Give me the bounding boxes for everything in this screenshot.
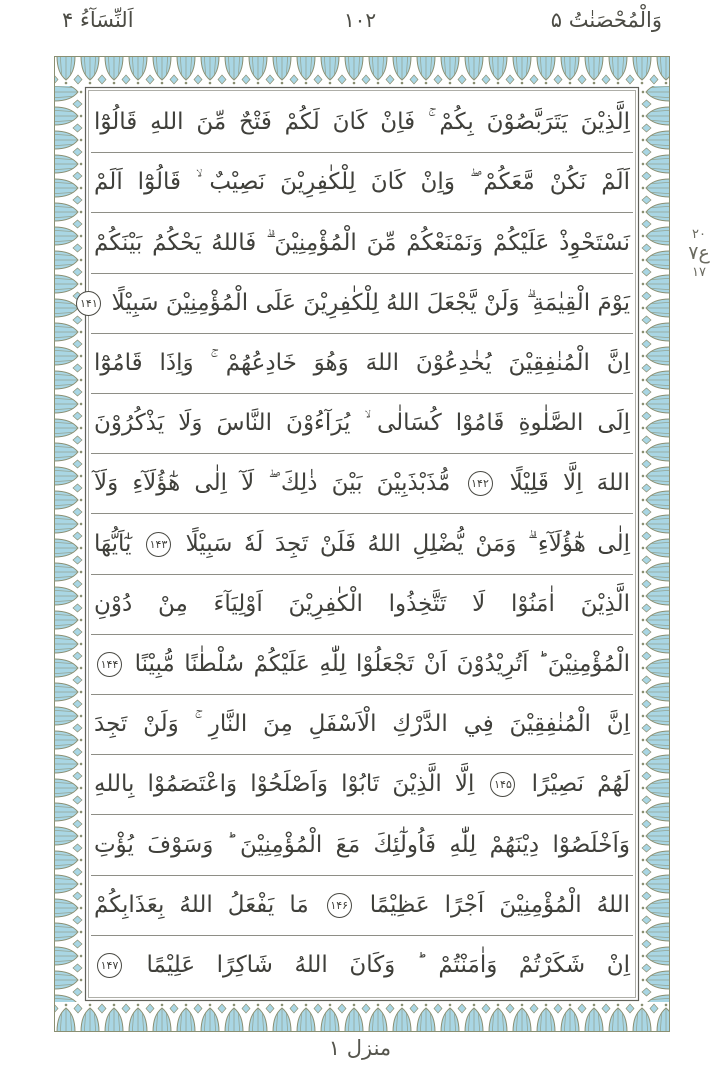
quran-line-content (80, 289, 630, 316)
quran-line (91, 815, 633, 875)
border-band-left (54, 86, 84, 1002)
ruku-surah-count: ۲۰ (692, 227, 706, 242)
quran-line-text: الْمُؤْمِنِيْنَ ؕ اَتُرِيْدُوْنَ اَنْ تَجْعَلُوْا لِلّٰهِ عَلَيْكُمْ سُلْطٰنًا مُّبِيْنًا (134, 650, 630, 677)
ayah-end-marker: ۱۴۷ (97, 953, 122, 978)
quran-line-content (94, 171, 630, 194)
text-area (80, 93, 633, 995)
quran-line-text: وَاَخْلَصُوْا دِيْنَهُمْ لِلّٰهِ فَاُولٰٓئِكَ مَعَ الْمُؤْمِنِيْنَ ؕ وَسَوْفَ يُؤْتِ (94, 831, 630, 858)
quran-line (91, 334, 633, 394)
quran-line-text: لَهُمْ نَصِيْرًا (531, 771, 631, 798)
quran-line-text: مَا يَفْعَلُ اللهُ بِعَذَابِكُمْ (94, 891, 309, 918)
manzil-footer: منزل ۱ (328, 1036, 392, 1060)
quran-line-text: اِنَّ الْمُنٰفِقِيْنَ يُخٰدِعُوْنَ اللهَ وَهُوَ خَادِعُهُمْ ۚ وَاِذَا قَامُوْٓا (94, 349, 630, 376)
juz-title-label: وَالْمُحْصَنٰتُ ۵ (550, 8, 662, 32)
quran-line (91, 454, 633, 514)
quran-line-text: يٰٓاَيُّهَا (94, 530, 132, 557)
quran-line-content (94, 652, 630, 677)
quran-line (91, 514, 633, 574)
quran-line-content (94, 471, 630, 496)
ayah-end-marker: ۱۴۴ (97, 652, 122, 677)
quran-line-text: نَسْتَحْوِذْ عَلَيْكُمْ وَنَمْنَعْكُمْ مِّنَ الْمُؤْمِنِيْنَ ۗ فَاللهُ يَحْكُمُ بَيْنَكُمْ (94, 229, 630, 256)
border-band-right (640, 86, 670, 1002)
quran-line-content (94, 349, 630, 376)
quran-line (91, 695, 633, 755)
quran-line-text: يَوْمَ الْقِيٰمَةِ ۗ وَلَنْ يَّجْعَلَ اللهُ لِلْكٰفِرِيْنَ عَلَى الْمُؤْمِنِيْنَ سَبِيْلًا (111, 289, 630, 316)
quran-line-text: مُّذَبْذَبِيْنَ بَيْنَ ذٰلِكَ ۖ لَآ اِلٰى هٰٓؤُلَآءِ وَلَآ (94, 470, 451, 497)
quran-line-content (94, 111, 630, 134)
quran-line-content (94, 772, 630, 797)
quran-line (91, 575, 633, 635)
quran-line (91, 876, 633, 936)
quran-line (91, 755, 633, 815)
quran-line (91, 93, 633, 153)
page-number: ۱۰۲ (343, 8, 377, 32)
quran-line-text: اِلَّذِيْنَ يَتَرَبَّصُوْنَ بِكُمْ ۚ فَاِنْ كَانَ لَكُمْ فَتْحٌ مِّنَ اللهِ قَالُوْٓا (94, 109, 630, 136)
quran-line (91, 394, 633, 454)
quran-line-text: اَلَمْ نَكُنْ مَّعَكُمْ ۖ وَاِنْ كَانَ لِلْكٰفِرِيْنَ نَصِيْبٌ ۙ قَالُوْٓا اَلَمْ (94, 169, 630, 196)
quran-line-text: اللهُ الْمُؤْمِنِيْنَ اَجْرًا عَظِيْمًا (369, 891, 630, 918)
quran-line-content (94, 229, 630, 256)
ayah-end-marker: ۱۴۱ (76, 291, 101, 316)
quran-line (91, 153, 633, 213)
ayah-end-marker: ۱۴۲ (468, 471, 493, 496)
border-band-top (54, 56, 670, 86)
quran-line-content (94, 412, 630, 435)
quran-line-content (94, 953, 630, 978)
page-header (0, 8, 720, 48)
surah-title-label: اَلنِّسَآءُ ۴ (62, 8, 134, 32)
quran-line-text: اِنَّ الْمُنٰفِقِيْنَ فِي الدَّرْكِ الْاَسْفَلِ مِنَ النَّارِ ۚ وَلَنْ تَجِدَ (94, 711, 630, 738)
ayah-end-marker: ۱۴۳ (146, 532, 171, 557)
ayah-end-marker: ۱۴۶ (327, 893, 352, 918)
ayah-end-marker: ۱۴۵ (490, 772, 515, 797)
quran-line-text: اِلَى الصَّلٰوةِ قَامُوْا كُسَالٰى ۙ يُرَآءُوْنَ النَّاسَ وَلَا يَذْكُرُوْنَ (94, 410, 630, 437)
quran-line-text: اِلٰى هٰٓؤُلَآءِ ۗ وَمَنْ يُّضْلِلِ اللهُ فَلَنْ تَجِدَ لَهٗ سَبِيْلًا (185, 530, 631, 557)
border-band-bottom (54, 1002, 670, 1032)
quran-line-text: الَّذِيْنَ اٰمَنُوْا لَا تَتَّخِذُوا الْكٰفِرِيْنَ اَوْلِيَآءَ مِنْ دُوْنِ (94, 590, 630, 617)
quran-line-content (94, 532, 630, 557)
quran-line-text: اِنْ شَكَرْتُمْ وَاٰمَنْتُمْ ؕ وَكَانَ اللهُ شَاكِرًا عَلِيْمًا (146, 951, 631, 978)
ruku-juz-count: ۱۷ (692, 264, 706, 280)
quran-line (91, 213, 633, 273)
quran-line (80, 274, 633, 334)
quran-line (91, 936, 633, 995)
ruku-margin-note (682, 228, 716, 279)
quran-line-content (94, 590, 630, 617)
ruku-ain-mark: ع۷ (688, 241, 710, 264)
quran-line-content (94, 893, 630, 918)
quran-line-text: اِلَّا الَّذِيْنَ تَابُوْا وَاَصْلَحُوْا وَاعْتَصَمُوْا بِاللهِ (94, 771, 475, 798)
quran-line-content (94, 713, 630, 736)
quran-line (91, 635, 633, 695)
quran-line-content (94, 831, 630, 858)
quran-line-text: اللهَ اِلَّا قَلِيْلًا (509, 470, 630, 497)
